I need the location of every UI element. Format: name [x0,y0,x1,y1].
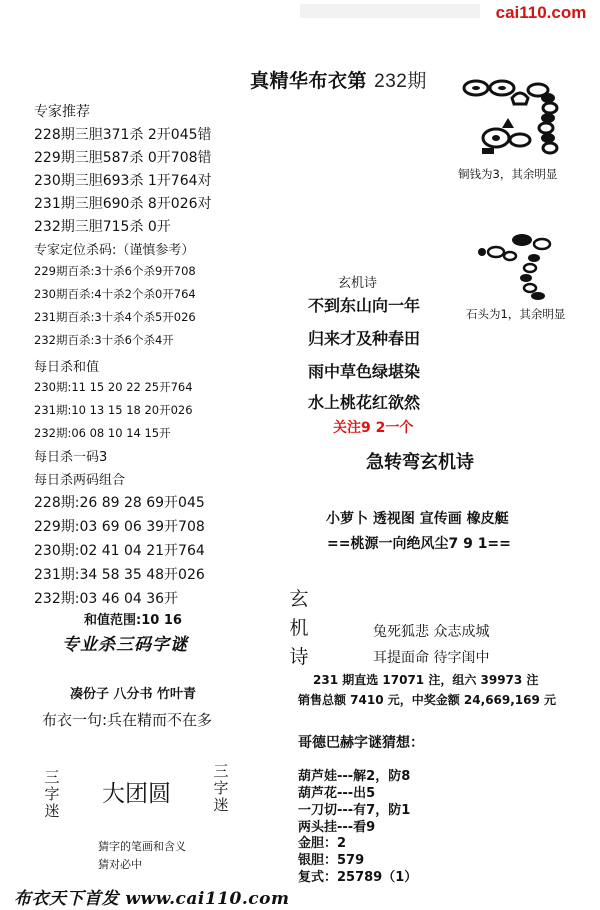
riddle-line: 凑份子 八分书 竹叶青 [70,687,197,702]
combo-row: 230期:02 41 04 21开764 [34,543,205,559]
sum-row: 231期:10 13 15 18 20开026 [34,403,193,417]
sum-header: 每日杀和值 [34,360,100,375]
hint-line: 猜字的笔画和含义 [98,840,186,853]
position-row: 229期百杀:3十杀6个杀9开708 [34,264,196,278]
sum-row: 230期:11 15 20 22 25开764 [34,380,193,394]
riddle-words: 小萝卜 透视图 宣传画 橡皮艇 [326,511,509,527]
poem-line: 不到东山向一年 [308,296,421,315]
footer-publish[interactable]: 布衣天下首发 www.cai110.com [14,889,290,909]
poem-line: 雨中草色绿堪染 [308,362,421,381]
follow-note: 关注9 2一个 [333,420,414,436]
sales-line: 231 期直选 17071 注，组六 39973 注 [313,673,539,687]
stone-illustration [474,232,564,304]
expert-row: 228期三胆371杀 2开045错 [34,127,212,143]
big-answer: 大团圆 [102,781,171,807]
brand-logo[interactable]: cai110.com [482,0,600,26]
sum-range: 和值范围:10 16 [84,613,182,628]
position-row: 231期百杀:3十杀4个杀5开026 [34,310,196,324]
riddle-title: 专业杀三码字谜 [62,635,188,655]
xuanji-char: 机 [289,617,309,639]
xuanji-line: 兔死狐悲 众志成城 [373,624,490,640]
goethe-row: 葫芦花---出5 [298,786,376,801]
kill-one-code: 每日杀一码3 [34,450,108,465]
xuanji-line: 耳提面命 待字闺中 [373,650,490,666]
goethe-row: 金胆：2 [298,836,347,851]
combo-row: 228期:26 89 28 69开045 [34,495,205,511]
title-issue: 232期 [374,71,427,92]
san-zi-mi-text: 三 字 迷 [44,768,60,820]
turn-poem-title: 急转弯玄机诗 [366,452,474,473]
goethe-row: 一刀切---有7，防1 [298,803,411,818]
poem-line: 归来才及种春田 [308,329,421,348]
goethe-row: 银胆：579 [298,853,365,868]
san-zi-mi-right [213,763,229,814]
goethe-title: 哥德巴赫字谜猜想： [298,735,424,751]
buyi-line: 布衣一句:兵在精而不在多 [42,711,213,729]
combo-row: 231期:34 58 35 48开026 [34,567,205,583]
goethe-row: 葫芦娃---解2，防8 [298,769,411,784]
poem-title: 玄机诗 [338,276,378,291]
position-row: 232期百杀:3十杀6个杀4开 [34,333,174,347]
expert-row: 229期三胆587杀 0开708错 [34,150,212,166]
xuanji-vertical [288,585,310,672]
hint-line: 猜对必中 [98,858,142,871]
expert-header: 专家推荐 [34,104,90,120]
sum-row: 232期:06 08 10 14 15开 [34,426,171,440]
stone-caption: 石头为1，其余明显 [466,307,566,321]
sales-line: 销售总额 7410 元，中奖金额 24,669,169 元 [298,693,557,707]
combo-row: 229期:03 69 06 39开708 [34,519,205,535]
position-row: 230期百杀:4十杀2个杀0开764 [34,287,196,301]
xuanji-char: 诗 [289,646,309,668]
san-zi-mi-left [44,769,60,820]
poem-line: 水上桃花红欲然 [308,393,421,412]
combo-row: 232期:03 46 04 36开 [34,591,179,607]
coin-caption: 铜钱为3，其余明显 [458,167,558,181]
title-text: 真精华布衣第 [250,70,368,92]
page-title [250,66,427,93]
position-header: 专家定位杀码:（谨慎参考） [34,243,195,258]
expert-row: 232期三胆715杀 0开 [34,219,171,235]
header-strip [300,4,480,18]
xuanji-char: 玄 [289,588,309,610]
coin-illustration [462,76,572,166]
goethe-row: 复式：25789（1） [298,870,418,885]
expert-row: 231期三胆690杀 8开026对 [34,196,212,212]
san-zi-mi-text: 三 字 迷 [213,762,229,814]
combo-header: 每日杀两码组合 [34,473,126,488]
peach-line: ==桃源一向绝风尘7 9 1== [327,536,511,552]
goethe-row: 两头挂---看9 [298,820,376,835]
expert-row: 230期三胆693杀 1开764对 [34,173,212,189]
